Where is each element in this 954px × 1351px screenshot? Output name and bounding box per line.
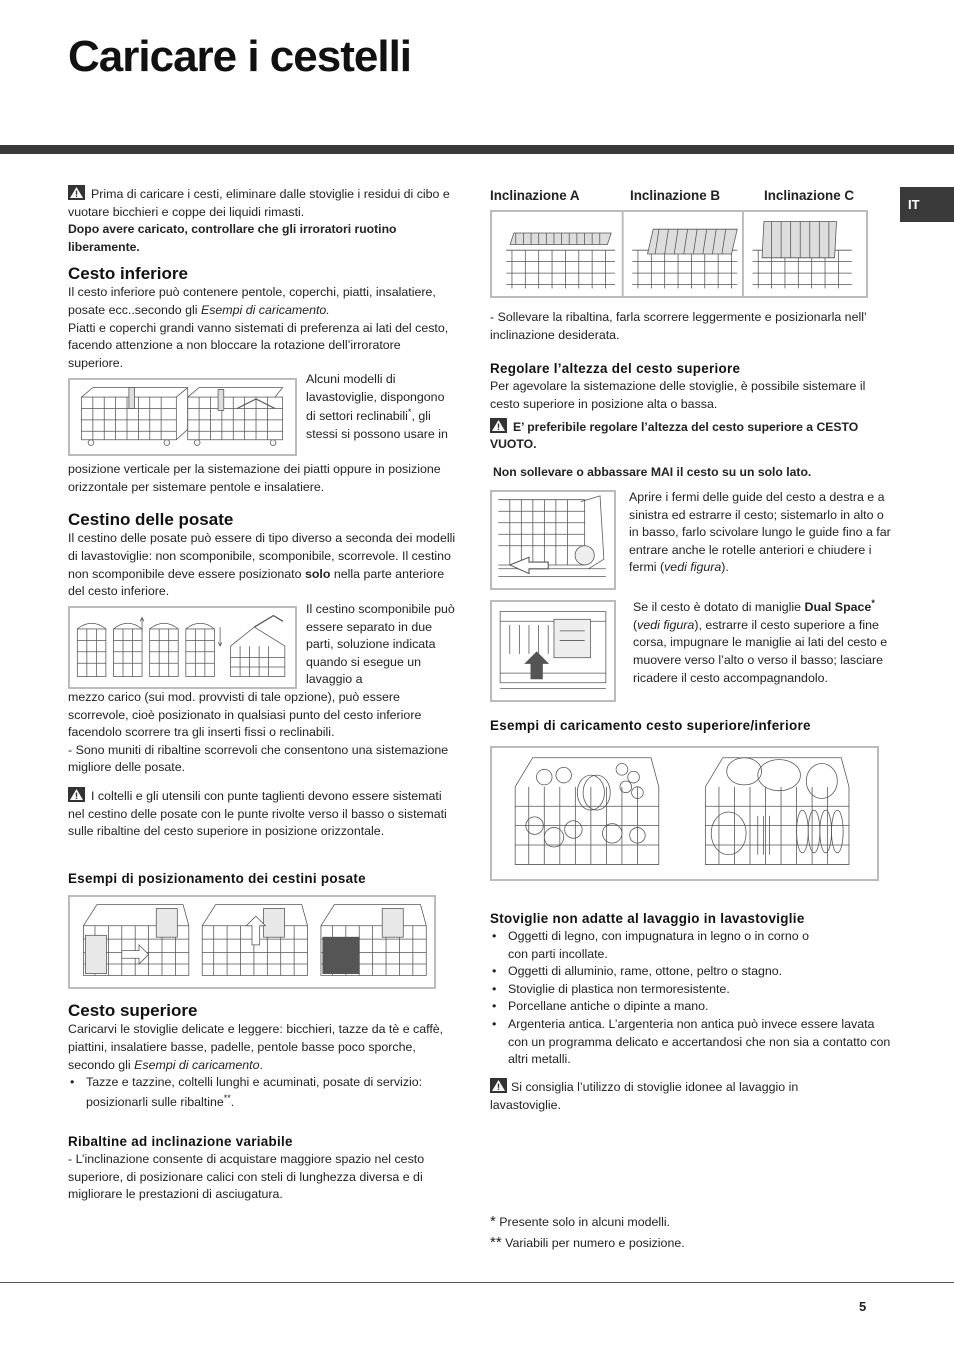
regolare-text: Per agevolare la sistemazione delle stoviglie, è possibile sistemare il cesto superiore in posizione alta o bassa. bbox=[490, 379, 866, 411]
regolare-section bbox=[490, 359, 892, 413]
dual-space-figure bbox=[490, 600, 616, 702]
coltelli-warning-text: I coltelli e gli utensili con punte taglienti devono essere sistemati nel cestino delle posate con le punte rivolte verso il basso o sistemati sulle ribaltine del cesto superiore in posizione orizzontale. bbox=[68, 789, 447, 839]
cesto-superiore-heading: Cesto superiore bbox=[68, 1001, 198, 1020]
esempi-link-text: Esempi di caricamento. bbox=[200, 303, 330, 317]
esempi-posate-heading-wrap bbox=[68, 869, 453, 888]
dual-text-b: ( bbox=[633, 617, 638, 632]
esempi-caricamento-figure bbox=[490, 746, 879, 881]
esempi-caricamento-heading: Esempi di caricamento cesto superiore/inferiore bbox=[490, 718, 811, 733]
settori-text-a: Alcuni modelli di lavastoviglie, dispongono di settori reclinabili bbox=[306, 372, 445, 424]
footnote-star: * bbox=[871, 598, 875, 608]
intro-warning-text: Prima di caricare i cesti, eliminare dalle stoviglie i residui di cibo e vuotare bicchieri e coppe dei liquidi rimasti. bbox=[68, 187, 450, 219]
list-item bbox=[68, 1074, 458, 1111]
cesto-superiore-list bbox=[68, 1074, 458, 1111]
esempi-posate-heading: Esempi di posizionamento dei cestini posate bbox=[68, 871, 366, 886]
inclinazione-text: - Sollevare la ribaltina, farla scorrere leggermente e posizionarla nell’ inclinazione desiderata. bbox=[490, 310, 867, 342]
inclinazione-c-label: Inclinazione C bbox=[764, 188, 855, 203]
inclinazione-a-label: Inclinazione A bbox=[490, 188, 580, 203]
cestino-side-text: Il cestino scomponibile può essere separato in due parti, soluzione indicata quando si esegue un lavaggio a bbox=[306, 602, 455, 687]
footnote-double-star: ** bbox=[223, 1092, 231, 1103]
dual-space-text-wrap bbox=[633, 597, 891, 687]
ribaltine-section bbox=[68, 1132, 428, 1204]
bullet-end: . bbox=[230, 1094, 235, 1109]
stoviglie-warning bbox=[490, 1078, 850, 1114]
page-number: 5 bbox=[859, 1299, 867, 1314]
language-tab: IT bbox=[900, 187, 954, 222]
dual-space-label: Dual Space bbox=[804, 600, 872, 615]
warning-icon bbox=[68, 185, 85, 200]
list-item: • Oggetti di alluminio, rame, ottone, peltro o stagno. bbox=[490, 963, 892, 981]
cesto-superiore-section bbox=[68, 1001, 458, 1112]
cestino-text-a: Il cestino delle posate può essere di tipo diverso a seconda dei modelli di lavastoviglie: non scomponibile, scomponibile, scorrevole. Il cestino non scomponibile deve essere posizionato bbox=[68, 531, 456, 581]
stoviglie-heading: Stoviglie non adatte al lavaggio in lavastoviglie bbox=[490, 911, 805, 926]
warning-icon bbox=[490, 418, 507, 433]
cestino-scomponibile-text bbox=[306, 601, 456, 689]
cestino-text-bold: solo bbox=[304, 566, 331, 581]
stoviglie-warning-text: Si consiglia l’utilizzo di stoviglie idonee al lavaggio in lavastoviglie. bbox=[490, 1080, 799, 1112]
regolare-warning bbox=[490, 418, 870, 454]
coltelli-warning bbox=[68, 787, 453, 841]
settori-reclinabili-text bbox=[306, 371, 456, 444]
footer-rule bbox=[0, 1282, 954, 1283]
cesto-inferiore-continued bbox=[68, 461, 453, 496]
cestino-text-3: - Sono muniti di ribaltine scorrevoli che consentono una sistemazione migliore delle posate. bbox=[68, 742, 449, 775]
cestino-posate-figure bbox=[68, 606, 297, 689]
cesto-inferiore-heading: Cesto inferiore bbox=[68, 264, 188, 283]
regolare-heading: Regolare l’altezza del cesto superiore bbox=[490, 361, 741, 376]
dual-text-a: Se il cesto è dotato di maniglie bbox=[633, 600, 805, 615]
cesto-inferiore-text: Il cesto inferiore può contenere pentole, coperchi, piatti, insalatiere, posate ecc..secondo gli bbox=[68, 285, 436, 317]
esempi-link-text-2: Esempi di caricamento bbox=[134, 1057, 260, 1072]
title-rule bbox=[0, 145, 954, 154]
cestino-posate-heading: Cestino delle posate bbox=[68, 510, 234, 529]
vedi-figura-text: vedi figura bbox=[664, 560, 722, 575]
guide-figure bbox=[490, 490, 616, 590]
cestino-posate-continued bbox=[68, 689, 456, 777]
warning-icon bbox=[490, 1078, 507, 1093]
cesto-superiore-text-a: Caricarvi le stoviglie delicate e leggere: bicchieri, tazze da tè e caffè, piattini, insalatiere basse, padelle, pentole basse poco sporche, secondo gli bbox=[68, 1022, 444, 1072]
intro-bold-text: Dopo avere caricato, controllare che gli irroratori ruotino liberamente. bbox=[68, 222, 397, 254]
footnote-star: * bbox=[407, 407, 412, 418]
inclinazione-b-label: Inclinazione B bbox=[630, 188, 721, 203]
stoviglie-section bbox=[490, 909, 892, 1069]
footnote-star: * bbox=[490, 1213, 496, 1230]
vedi-figura-text: vedi figura bbox=[637, 617, 695, 632]
guide-text-b: ). bbox=[721, 560, 729, 575]
esempi-posate-figure bbox=[68, 895, 436, 989]
guide-text-a: Aprire i fermi delle guide del cesto a destra e a sinistra ed estrarre il cesto; sistemarlo in alto o in basso, farlo scivolare lungo le guide fino a far entrare anche le rotelle anteriori e chiudere i fermi ( bbox=[629, 490, 891, 575]
cesto-inferiore-text-3: posizione verticale per la sistemazione dei piatti oppure in posizione orizzontale per sistemare pentole e insalatiere. bbox=[68, 462, 441, 494]
cesto-inferiore-section bbox=[68, 264, 453, 372]
settori-text-b: , gli stessi si possono usare in bbox=[306, 409, 448, 441]
esempi-heading-wrap bbox=[490, 716, 890, 735]
list-item: • Oggetti di legno, con impugnatura in legno o in corno o con parti incollate. bbox=[490, 928, 892, 963]
page-title: Caricare i cestelli bbox=[68, 32, 412, 81]
list-item: • Argenteria antica. L’argenteria non antica può invece essere lavata con un programma delicato e accertandosi che non sia a contatto con altri metalli. bbox=[490, 1016, 892, 1069]
cestino-posate-section bbox=[68, 510, 458, 601]
bullet-text: Tazze e tazzine, coltelli lunghi e acuminati, posate di servizio: posizionarli sulle ribaltine bbox=[86, 1075, 423, 1109]
dual-text-c: ), estrarre il cesto superiore a fine corsa, impugnare le maniglie ai lati del cesto e muovere verso l’alto o verso il basso; lasciare ricadere il cesto accompagnandolo. bbox=[633, 617, 888, 685]
never-text: Non sollevare o abbassare MAI il cesto su un solo lato. bbox=[493, 465, 812, 479]
warning-icon bbox=[68, 787, 85, 802]
footnotes bbox=[490, 1211, 890, 1254]
cesto-inferiore-text-2: Piatti e coperchi grandi vanno sistemati di preferenza ai lati del cesto, facendo attenzione a non bloccare la rotazione dell’irroratore superiore. bbox=[68, 320, 449, 370]
intro-block bbox=[68, 185, 453, 256]
inclinazione-text-wrap bbox=[490, 309, 890, 344]
guide-text-wrap bbox=[629, 489, 891, 577]
cesto-superiore-text-b: . bbox=[259, 1057, 263, 1072]
ribaltine-text: - L’inclinazione consente di acquistare maggiore spazio nel cesto superiore, di posizionare calici con steli di lunghezza diversa e di migliorare le prestazioni di asciugatura. bbox=[68, 1152, 425, 1202]
cesto-inferiore-figure bbox=[68, 378, 297, 456]
ribaltine-heading: Ribaltine ad inclinazione variabile bbox=[68, 1134, 293, 1149]
stoviglie-list bbox=[490, 928, 892, 1069]
list-item: • Porcellane antiche o dipinte a mano. bbox=[490, 998, 892, 1016]
inclinazione-figure bbox=[490, 210, 868, 298]
footnote-1: Presente solo in alcuni modelli. bbox=[499, 1215, 671, 1229]
footnote-2: Variabili per numero e posizione. bbox=[505, 1236, 685, 1251]
regolare-warning-text: E’ preferibile regolare l’altezza del cesto superiore a CESTO VUOTO. bbox=[490, 420, 859, 452]
cestino-text-2: mezzo carico (sui mod. provvisti di tale opzione), può essere scorrevole, cioè posizionato in qualsiasi punto del cesto inferiore facendolo scorrere tra gli inserti fissi o reclinabili. bbox=[68, 690, 422, 740]
cestino-text-b: nella parte anteriore del cesto inferiore. bbox=[68, 566, 445, 599]
footnote-double-star: ** bbox=[490, 1234, 502, 1252]
list-item: • Stoviglie di plastica non termoresistente. bbox=[490, 981, 892, 999]
